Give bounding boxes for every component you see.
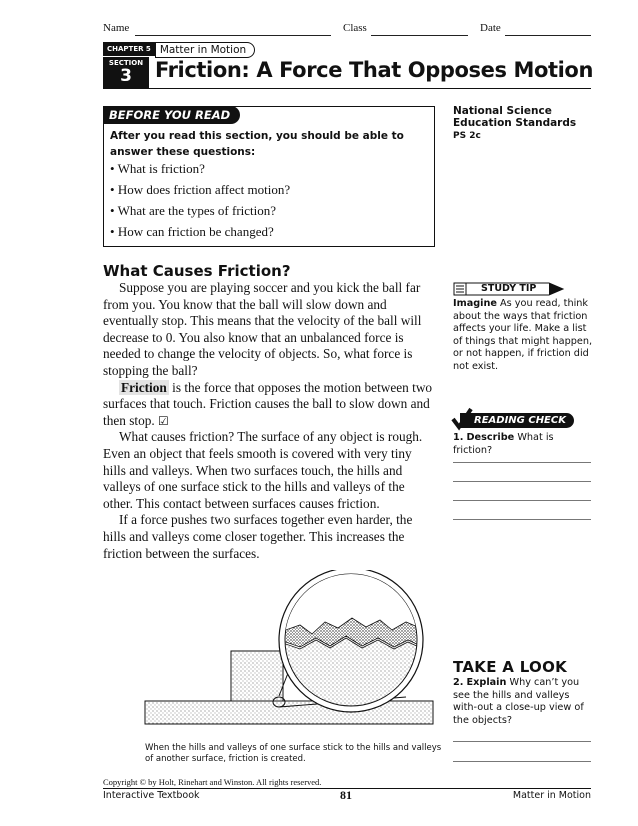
page-title: Friction: A Force That Opposes Motion <box>155 58 594 82</box>
friction-illustration <box>140 570 440 730</box>
section-number: 3 <box>120 66 132 86</box>
standards-code: PS 2c <box>453 131 481 141</box>
footer-book-title: Interactive Textbook <box>103 790 200 801</box>
take-a-look-heading: TAKE A LOOK <box>453 658 568 676</box>
paragraph-4: If a force pushes two surfaces together even harder, the hills and valleys come closer together. This increases the friction between the surfaces. <box>103 512 413 561</box>
class-label: Class <box>343 22 367 34</box>
study-tip-text: Imagine As you read, think about the ways that friction affects your life. Make a list of things that might happen, or not happen, if friction did not exist. <box>453 298 593 372</box>
answer-line[interactable] <box>453 761 591 762</box>
question-item: • What are the types of friction? <box>110 203 277 218</box>
study-tip-label: STUDY TIP <box>481 283 537 294</box>
footer-chapter-title: Matter in Motion <box>512 790 591 801</box>
answer-line[interactable] <box>453 500 591 501</box>
before-you-read-intro: After you read this section, you should be able to answer these questions: <box>110 130 404 158</box>
take-a-look-question: 2. Explain Why can’t you see the hills and valleys with-out a close-up view of the objects? <box>453 677 584 726</box>
question-item: • How can friction be changed? <box>110 224 274 239</box>
page-number: 81 <box>340 788 352 802</box>
standards-heading: National Science Education Standards <box>453 105 577 129</box>
paragraph-1: Suppose you are playing soccer and you kick the ball far from you. You know that the ball will slow down and eventually stop. This means that the velocity of the ball will decrease to 0. You also know that an unbalanced force is needed to change the velocity of objects. So, what force is stopping the ball? <box>103 280 422 378</box>
answer-line[interactable] <box>453 481 591 482</box>
copyright: Copyright © by Holt, Rinehart and Winston. All rights reserved. <box>103 777 322 787</box>
checkbox-icon: ☑ <box>158 413 169 428</box>
section-heading: What Causes Friction? <box>103 262 291 280</box>
class-field[interactable] <box>371 35 468 36</box>
main-body <box>103 280 435 562</box>
question-item: • How does friction affect motion? <box>110 182 291 197</box>
study-tip-badge <box>453 282 565 296</box>
section-label: SECTION <box>108 59 144 67</box>
chapter-tag <box>103 42 255 56</box>
name-field[interactable] <box>135 35 331 36</box>
answer-line[interactable] <box>453 741 591 742</box>
term-friction: Friction <box>121 379 167 395</box>
reading-check-question: 1. Describe What is friction? <box>453 432 554 456</box>
section-badge <box>103 57 149 88</box>
paragraph-2: Friction is the force that opposes the motion between two surfaces that touch. Friction causes the ball to slow down and then stop. ☑ <box>103 379 433 428</box>
date-field[interactable] <box>505 35 591 36</box>
title-rule <box>103 88 591 89</box>
answer-line[interactable] <box>453 519 591 520</box>
reading-check-tab: READING CHECK <box>460 413 574 428</box>
before-you-read-questions <box>110 161 290 245</box>
before-you-read-tab: BEFORE YOU READ <box>103 106 240 124</box>
name-label: Name <box>103 22 130 34</box>
figure-caption: When the hills and valleys of one surface stick to the hills and valleys of another surface, friction is created. <box>145 743 442 764</box>
answer-line[interactable] <box>453 462 591 463</box>
date-label: Date <box>480 22 501 34</box>
question-item: • What is friction? <box>110 161 205 176</box>
chapter-label: CHAPTER 5 <box>103 42 155 56</box>
chapter-title: Matter in Motion <box>155 42 255 58</box>
paragraph-3: What causes friction? The surface of any object is rough. Even an object that feels smooth is covered with very tiny hills and valleys. When two surfaces touch, the hills and valleys of one surface stick to the hills and valleys of the other. This contact between surfaces causes friction. <box>103 429 423 511</box>
